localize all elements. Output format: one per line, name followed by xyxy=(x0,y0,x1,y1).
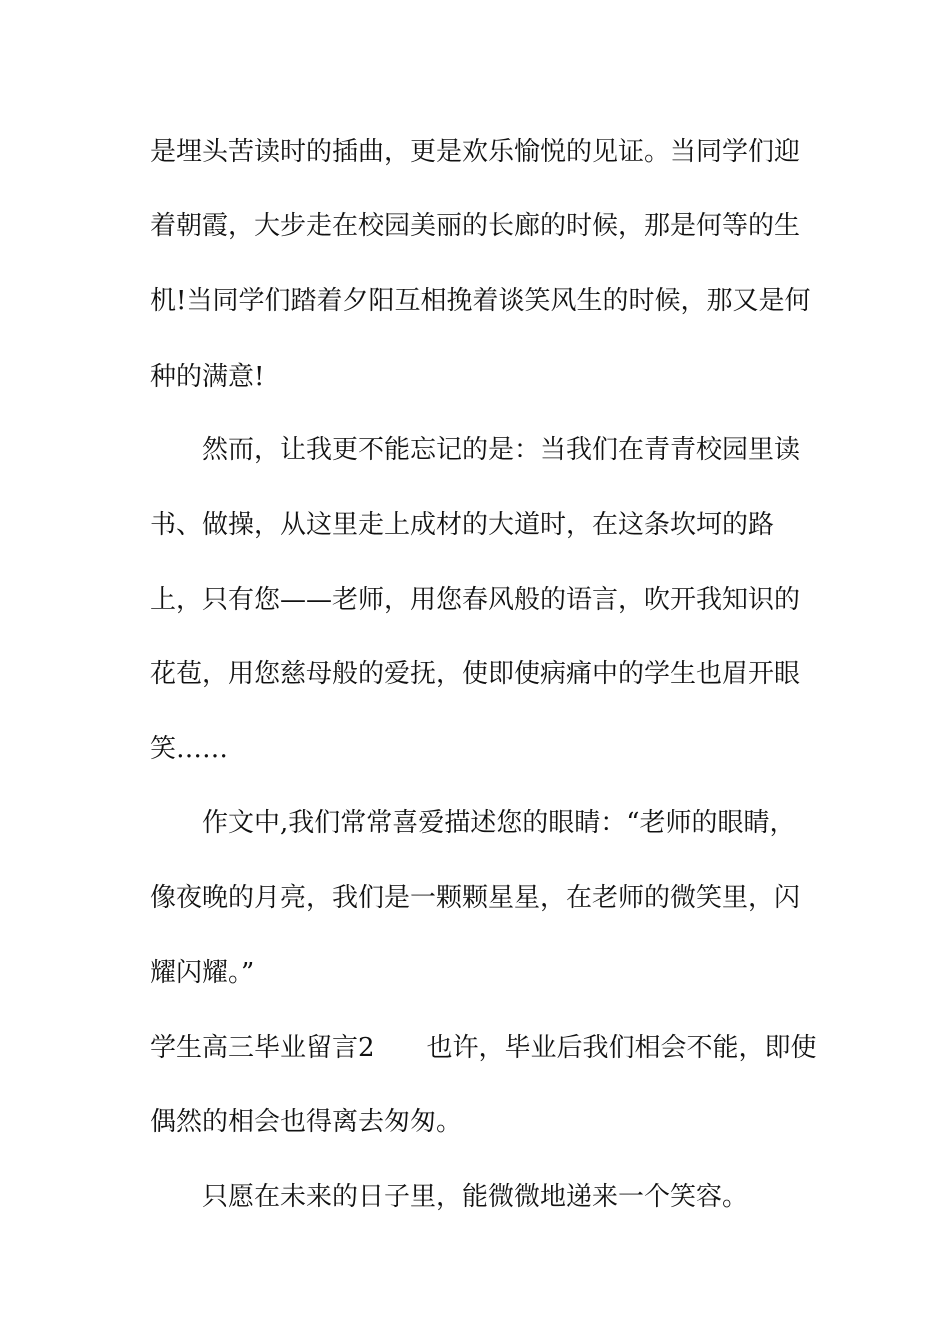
text-line: 上，只有您——老师，用您春风般的语言，吹开我知识的 xyxy=(150,585,801,615)
text-line: 偶然的相会也得离去匆匆。 xyxy=(150,1107,463,1137)
text-line: 花苞，用您慈母般的爱抚，使即使病痛中的学生也眉开眼 xyxy=(150,659,801,689)
section-heading-line: 学生高三毕业留言2 也许，毕业后我们相会不能，即使 xyxy=(150,1033,817,1063)
text-line: 书、做操，从这里走上成材的大道时，在这条坎坷的路 xyxy=(150,510,775,540)
paragraph-first-line: 只愿在未来的日子里，能微微地递来一个笑容。 xyxy=(202,1182,749,1212)
text-line: 种的满意! xyxy=(150,362,265,392)
text-line: 着朝霞，大步走在校园美丽的长廊的时候，那是何等的生 xyxy=(150,211,801,241)
paragraph-first-line: 作文中,我们常常喜爱描述您的眼睛：“老师的眼睛， xyxy=(202,808,796,838)
text-line: 是埋头苦读时的插曲，更是欢乐愉悦的见证。当同学们迎 xyxy=(150,137,801,167)
text-line: 耀闪耀。” xyxy=(150,958,255,988)
text-line: 像夜晚的月亮，我们是一颗颗星星，在老师的微笑里，闪 xyxy=(150,883,801,913)
text-line: 机!当同学们踏着夕阳互相挽着谈笑风生的时候，那又是何 xyxy=(150,286,811,316)
text-line: 笑…… xyxy=(150,734,229,764)
paragraph-first-line: 然而，让我更不能忘记的是：当我们在青青校园里读 xyxy=(202,435,801,465)
